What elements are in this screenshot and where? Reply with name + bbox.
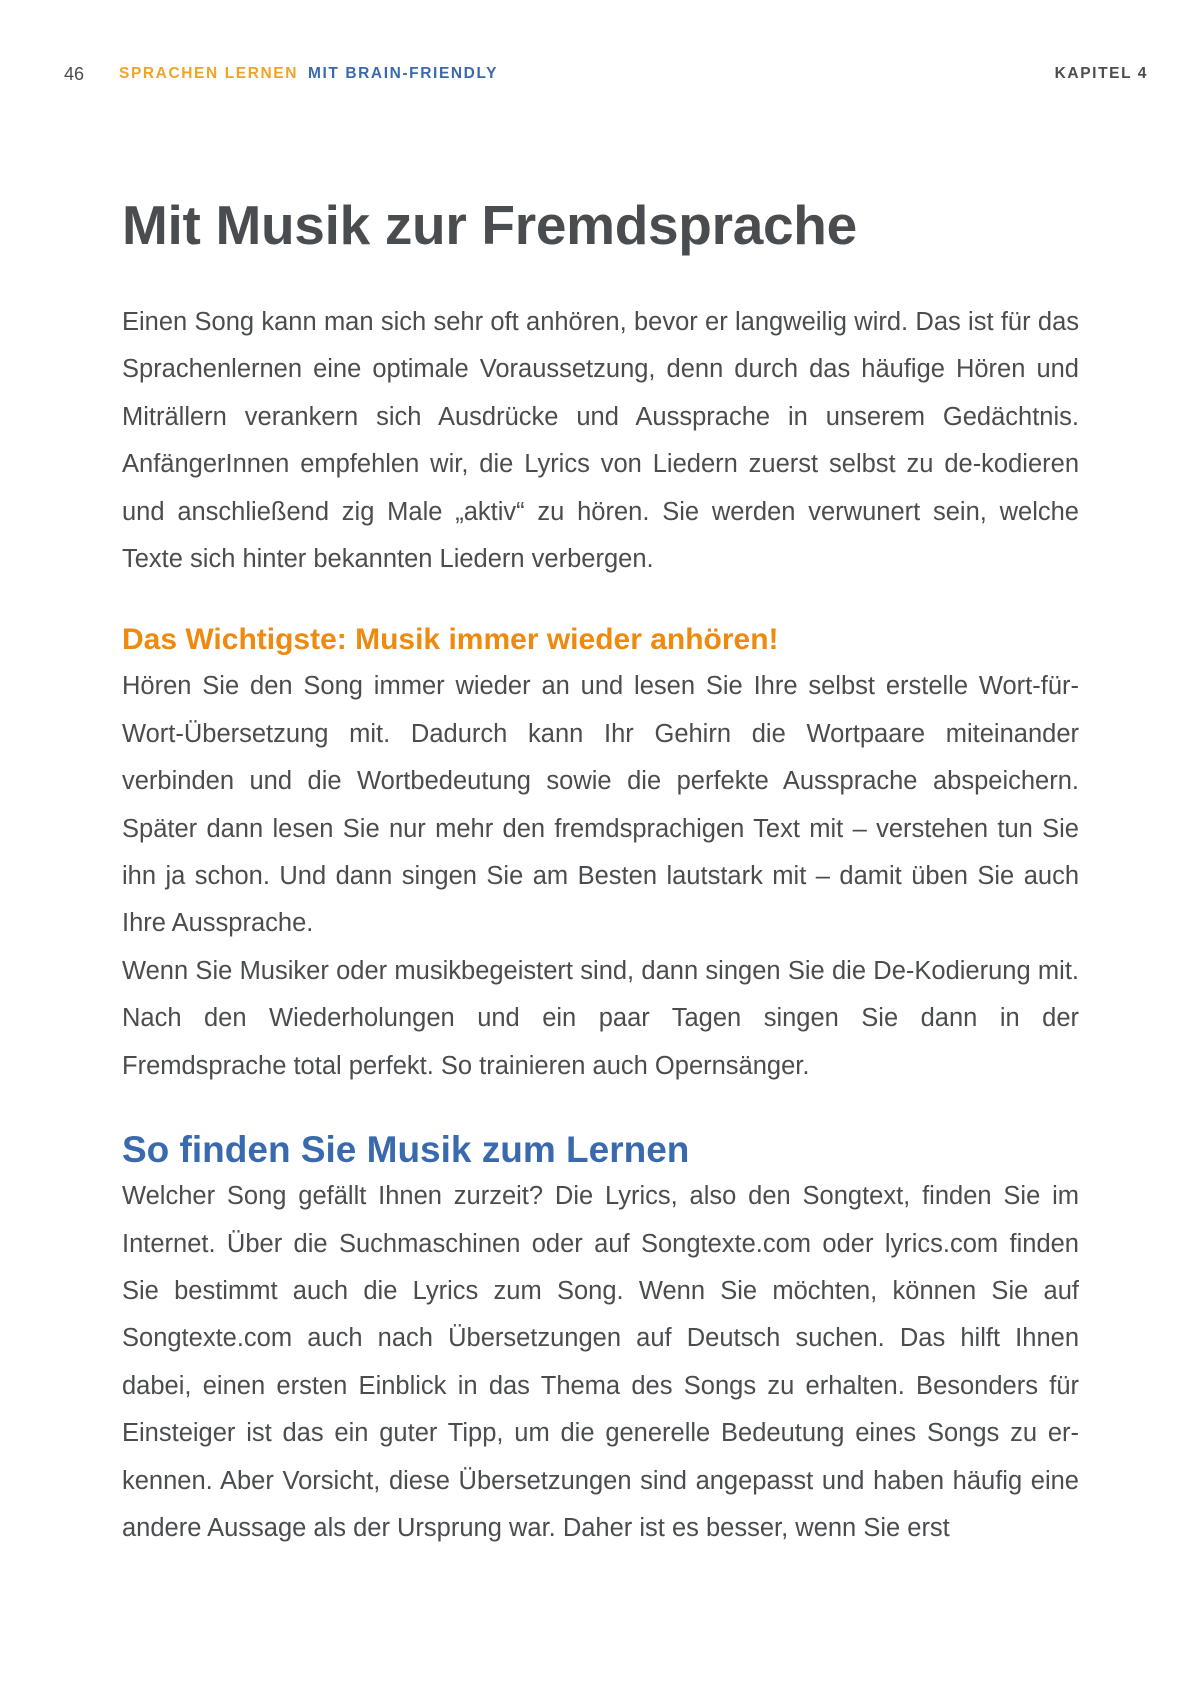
section-important <box>122 616 1079 1090</box>
section-paragraph: Welcher Song gefällt Ihnen zurzeit? Die Lyrics, also den Songtext, finden Sie im Internet. Über die Suchmaschinen oder auf Songtexte.com oder lyrics.com finden Sie bestimmt auch die Lyrics zum Song. Wenn Sie möchten, können Sie auf Songtexte.com auch nach Übersetzungen auf Deutsch suchen. Das hilft Ihnen dabei, einen ersten Einblick in das Thema des Songs zu erhalten. Besonders für Einsteiger ist das ein guter Tipp, um die generelle Bedeutung eines Songs zu erkennen. Aber Vorsicht, diese Übersetzungen sind angepasst und haben häufig eine andere Aussage als der Ursprung war. Daher ist es besser, wenn Sie erst <box>122 1182 1079 1542</box>
section-heading: Das Wichtigste: Musik immer wieder anhören! <box>122 623 779 657</box>
page-number: 46 <box>64 63 85 84</box>
running-header <box>64 62 1148 86</box>
page-title: Mit Musik zur Fremdsprache <box>122 194 857 256</box>
intro-paragraph: Einen Song kann man sich sehr oft anhören, bevor er langweilig wird. Das ist für das Sprachenlernen eine optimale Voraussetzung, denn durch das häufige Hören und Miträllern verankern sich Ausdrücke und Aussprache in unserem Gedächtnis. AnfängerInnen empfehlen wir, die Lyrics von Liedern zuerst selbst zu de-kodieren und anschließend zig Male „aktiv“ zu hören. Sie werden verwunert sein, welche Texte sich hinter bekannten Liedern verbergen. <box>122 308 1079 574</box>
section-paragraph: Wenn Sie Musiker oder musikbegeistert sind, dann singen Sie die De-Kodierung mit. Nach den Wiederholungen und ein paar Tagen singen Sie dann in der Fremdsprache total perfekt. So trainieren auch Opernsänger. <box>122 956 1079 1080</box>
chapter-label: KAPITEL 4 <box>1054 65 1148 82</box>
series-title-part-2: MIT BRAIN-FRIENDLY <box>307 65 499 82</box>
section-heading: So finden Sie Musik zum Lernen <box>122 1129 690 1171</box>
page-content <box>122 190 1079 1552</box>
series-title-part-1: SPRACHEN LERNEN <box>119 65 299 82</box>
series-title <box>119 65 498 83</box>
section-find-music <box>122 1127 1079 1552</box>
section-paragraph: Hören Sie den Song immer wieder an und lesen Sie Ihre selbst erstelle Wort-für-Wort-Übersetzung mit. Dadurch kann Ihr Gehirn die Wortpaare miteinander verbinden und die Wortbedeutung sowie die perfekte Aussprache abspeichern. Später dann lesen Sie nur mehr den fremdsprachigen Text mit – verstehen tun Sie ihn ja schon. Und dann singen Sie am Besten lautstark mit – damit üben Sie auch Ihre Aussprache. <box>122 672 1079 938</box>
